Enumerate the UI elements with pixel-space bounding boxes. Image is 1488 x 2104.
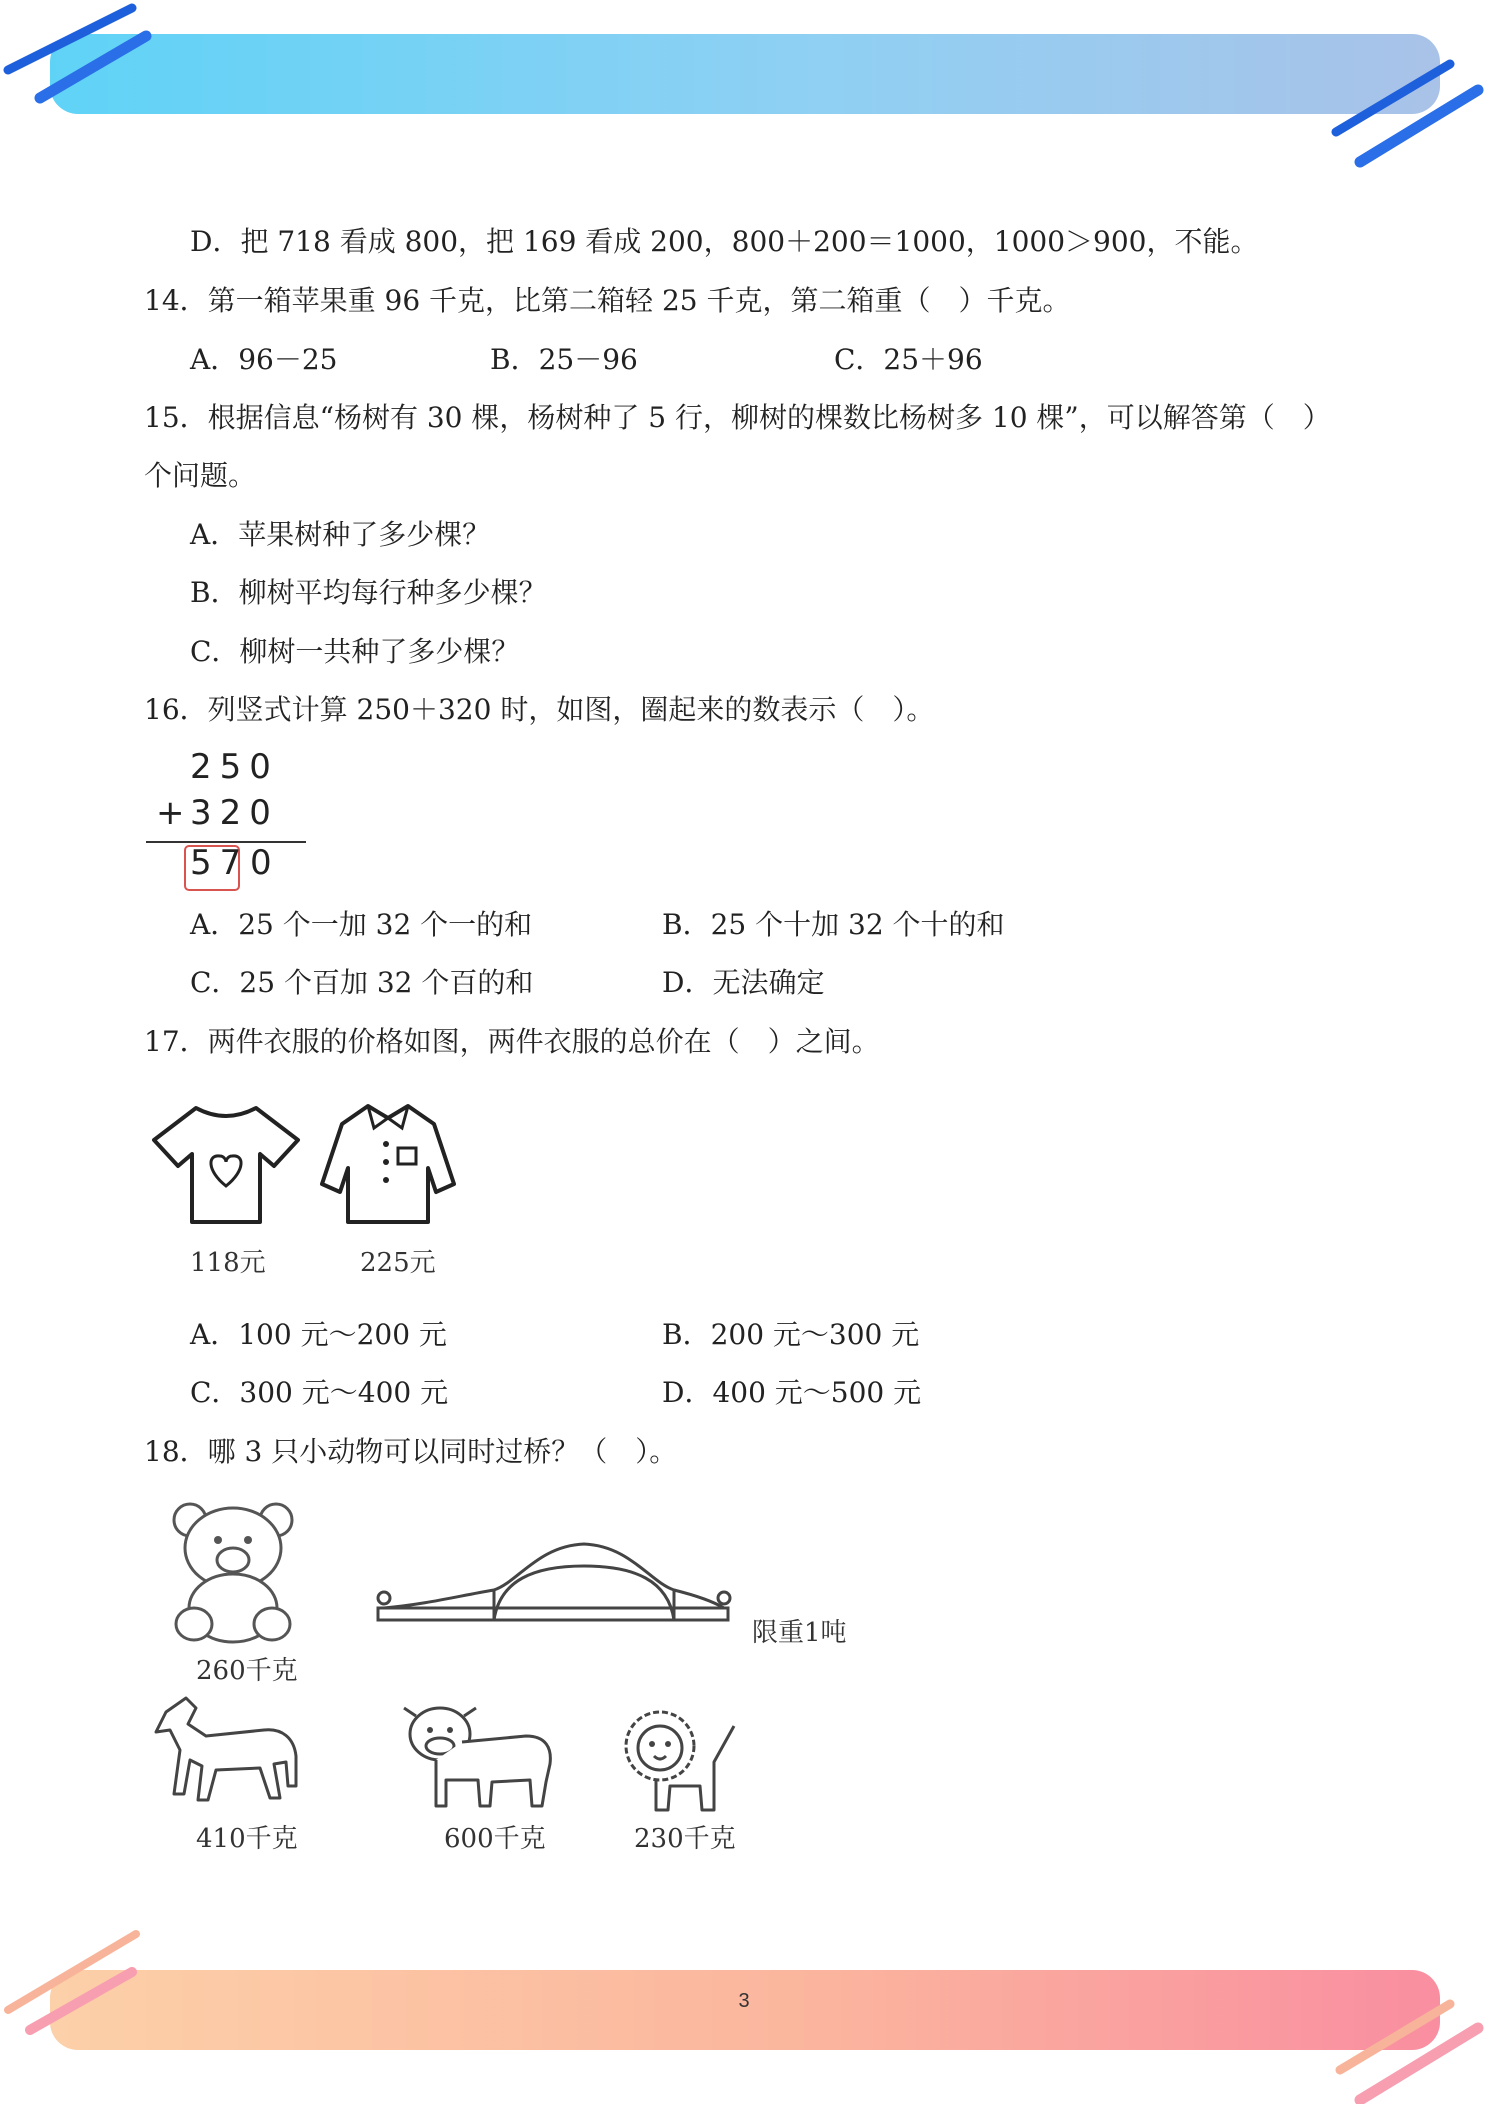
page-number: 3: [738, 1990, 750, 2012]
footer-stripes-left: [0, 1920, 150, 2040]
bear-weight: 260千克: [196, 1656, 298, 1686]
cow-icon: [396, 1700, 556, 1812]
q16-option-a: A．25 个一加 32 个一的和: [190, 908, 533, 941]
q13-option-d: D．把 718 看成 800，把 169 看成 200，800＋200＝1000，1000＞900，不能。: [190, 225, 1259, 258]
calc-plus-sign: +: [156, 793, 193, 833]
q15-option-b: B．柳树平均每行种多少棵？: [190, 576, 547, 609]
q14-option-a: A．96－25: [190, 343, 338, 376]
header-stripes-right: [1320, 50, 1488, 180]
vertical-calculation: [140, 745, 320, 895]
q14-option-b: B．25－96: [490, 343, 638, 376]
calc-second-number: 320: [190, 793, 279, 833]
lion-weight: 230千克: [634, 1824, 736, 1854]
q16-option-c: C．25 个百加 32 个百的和: [190, 966, 534, 999]
q14-option-c: C．25＋96: [834, 343, 983, 376]
header-stripes-left: [0, 0, 160, 110]
lion-icon: [616, 1706, 744, 1816]
q15-stem-line2: 个问题。: [144, 459, 257, 492]
tshirt-price: 118元: [190, 1248, 266, 1278]
q16-option-d: D．无法确定: [662, 966, 825, 999]
tshirt-icon: [146, 1100, 306, 1230]
q14-stem: 14．第一箱苹果重 96 千克，比第二箱轻 25 千克，第二箱重（ ）千克。: [144, 284, 1071, 317]
calc-result-circled: 57: [190, 843, 250, 883]
bear-icon: [160, 1496, 310, 1646]
q17-stem: 17．两件衣服的价格如图，两件衣服的总价在（ ）之间。: [144, 1025, 880, 1058]
shirt-price: 225元: [360, 1248, 436, 1278]
horse-icon: [146, 1690, 306, 1810]
shirt-icon: [316, 1100, 460, 1230]
q16-option-b: B．25 个十加 32 个十的和: [662, 908, 1005, 941]
q17-option-d: D．400 元～500 元: [662, 1376, 922, 1409]
q16-stem: 16．列竖式计算 250＋320 时，如图，圈起来的数表示（ ）。: [144, 693, 935, 726]
q15-option-a: A．苹果树种了多少棵？: [190, 518, 491, 551]
bridge-icon: [368, 1536, 738, 1632]
horse-weight: 410千克: [196, 1824, 298, 1854]
bridge-weight-limit: 限重1吨: [752, 1618, 847, 1648]
header-banner: [50, 34, 1440, 114]
q17-option-c: C．300 元～400 元: [190, 1376, 449, 1409]
q17-option-b: B．200 元～300 元: [662, 1318, 920, 1351]
q17-option-a: A．100 元～200 元: [190, 1318, 447, 1351]
calc-result-rest: 0: [250, 843, 280, 883]
q15-stem-line1: 15．根据信息“杨树有 30 棵，杨树种了 5 行，柳树的棵数比杨树多 10 棵”，可以解答第（ ）: [144, 401, 1331, 434]
calc-top-number: 250: [190, 747, 279, 787]
cow-weight: 600千克: [444, 1824, 546, 1854]
q18-stem: 18．哪 3 只小动物可以同时过桥？（ ）。: [144, 1435, 678, 1468]
q15-option-c: C．柳树一共种了多少棵？: [190, 635, 520, 668]
